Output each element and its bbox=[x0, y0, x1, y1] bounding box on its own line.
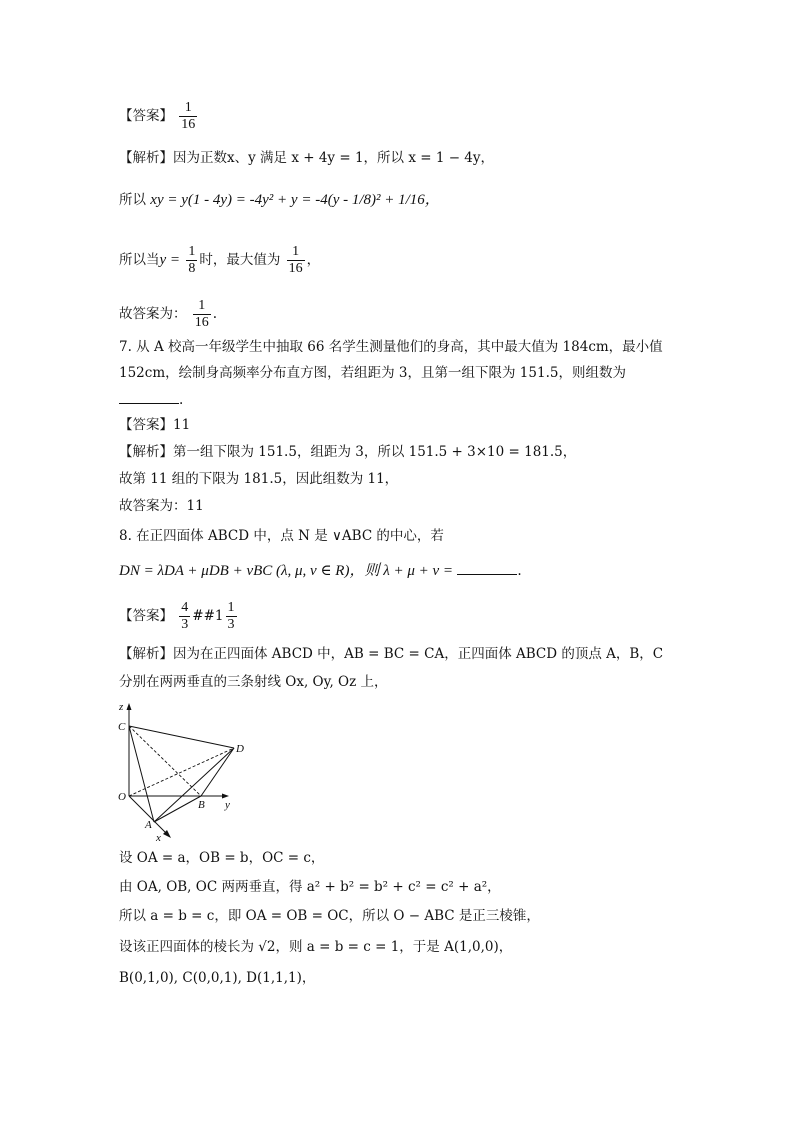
q8-line-coords: B(0,1,0), C(0,0,1), D(1,1,1)， bbox=[119, 970, 316, 986]
answer-tag: 【答案】 bbox=[119, 108, 173, 124]
q7-answer-line: 【答案】11 bbox=[119, 417, 191, 433]
q7-analysis-line3: 故答案为：11 bbox=[119, 498, 204, 514]
question-8-line1: 8. 在正四面体 ABCD 中，点 N 是 ∨ABC 的中心，若 bbox=[119, 528, 444, 544]
tetrahedron-figure bbox=[112, 700, 262, 842]
analysis-line-6c: 所以当y = $\frac{1}{8}$ 时，最大值为 $\frac{1}{16}$ ， bbox=[119, 244, 321, 276]
q7-analysis-line1: 【解析】第一组下限为 151.5，组距为 3，所以 151.5 + 3×10 = 181.5， bbox=[119, 444, 577, 460]
question-7-line1: 7. 从 A 校高一年级学生中抽取 66 名学生测量他们的身高，其中最大值为 184cm，最小值 bbox=[119, 339, 663, 355]
question-8-line2: DN = λDA + μDB + νBC (λ, μ, ν ∈ R)，则 λ + μ + ν = . bbox=[119, 560, 522, 581]
math-expression: xy = y(1 - 4y) = -4y² + y = -4(y - 1/8)² + 1/16， bbox=[150, 192, 440, 208]
q8-answer-line: 【答案】 $\frac{4}{3}$ ##1 $\frac{1}{3}$ bbox=[119, 600, 235, 632]
y-arrow bbox=[222, 794, 229, 799]
vector-equation: DN = λDA + μDB + νBC (λ, μ, ν ∈ R)，则 λ + μ + ν = bbox=[119, 563, 454, 579]
answer-fraction: $\frac{1}{16}$ bbox=[181, 100, 196, 132]
answer-blank bbox=[119, 389, 179, 404]
label-C: C bbox=[118, 721, 126, 733]
q8-line-equal: 所以 a = b = c，即 OA = OB = OC，所以 O − ABC 是正三棱锥， bbox=[119, 908, 540, 924]
conclusion-line-6: 故答案为： $\frac{1}{16}$ . bbox=[119, 298, 218, 330]
q8-analysis-line1: 【解析】因为在正四面体 ABCD 中，AB = BC = CA，正四面体 ABCD 的顶点 A，B，C bbox=[119, 646, 664, 662]
label-D: D bbox=[236, 743, 244, 755]
question-7-blank-line: . bbox=[119, 389, 183, 410]
answer-blank bbox=[457, 560, 517, 575]
q8-analysis-line2: 分别在两两垂直的三条射线 Ox, Oy, Oz 上， bbox=[119, 674, 388, 690]
analysis-tag: 【解析】 bbox=[119, 150, 173, 166]
analysis-line-6a bbox=[119, 148, 494, 168]
fraction-one-eighth: $\frac{1}{8}$ bbox=[188, 244, 196, 276]
q8-line-perp: 由 OA, OB, OC 两两垂直，得 a² + b² = b² + c² = c² + a²， bbox=[119, 879, 501, 895]
answer-line-6 bbox=[119, 100, 199, 133]
label-O: O bbox=[118, 791, 126, 803]
q7-analysis-line2: 故第 11 组的下限为 181.5，因此组数为 11， bbox=[119, 471, 399, 487]
label-z: z bbox=[119, 701, 124, 713]
analysis-text: 因为正数x、y 满足 x + 4y = 1，所以 x = 1 − 4y， bbox=[173, 150, 495, 166]
analysis-line-6b: 所以 xy = y(1 - 4y) = -4y² + y = -4(y - 1/8)² + 1/16， bbox=[119, 192, 440, 208]
label-y: y bbox=[225, 799, 230, 811]
question-7-line2: 152cm，绘制身高频率分布直方图，若组距为 3，且第一组下限为 151.5，则组数为 bbox=[119, 365, 626, 381]
z-arrow bbox=[127, 703, 132, 710]
label-A: A bbox=[145, 819, 152, 831]
conclusion-fraction: $\frac{1}{16}$ bbox=[194, 298, 209, 330]
fraction-max: $\frac{1}{16}$ bbox=[288, 244, 303, 276]
label-x: x bbox=[156, 832, 161, 842]
label-B: B bbox=[198, 799, 205, 811]
q8-line-set: 设 OA = a，OB = b，OC = c， bbox=[119, 850, 325, 866]
q8-line-edge: 设该正四面体的棱长为 √2，则 a = b = c = 1，于是 A(1,0,0)， bbox=[119, 939, 513, 955]
